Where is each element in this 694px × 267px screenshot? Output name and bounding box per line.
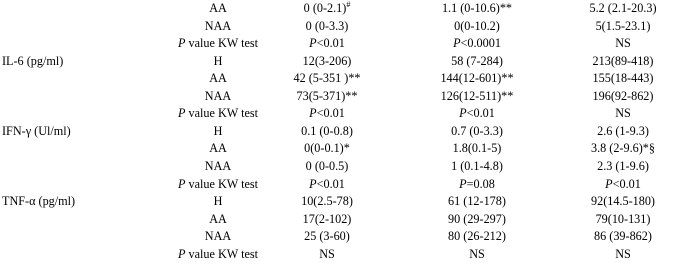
- table-row: [0, 211, 694, 227]
- group-text: AA: [209, 1, 227, 15]
- value-col-3: [552, 176, 694, 192]
- p-symbol: P: [309, 106, 317, 121]
- cell-value: 12(3-206): [302, 53, 352, 68]
- value-col-1: [253, 228, 401, 244]
- cell-value: 144(12-601)**: [440, 71, 514, 86]
- value-col-2: [403, 158, 551, 174]
- table-row: [0, 140, 694, 156]
- footnote-mark: #: [346, 0, 351, 9]
- group-italic-symbol: P: [178, 36, 186, 51]
- cell-value: 196(92-862): [592, 88, 654, 103]
- cell-value: 61 (12-178): [448, 194, 506, 209]
- group-text: H: [213, 194, 223, 209]
- table-row: [0, 246, 694, 262]
- cell-value: 5.2 (2.1-20.3): [589, 1, 657, 15]
- cell-value: 79(10-131): [595, 211, 651, 226]
- value-col-3: [552, 193, 694, 209]
- group-text: value KW test: [185, 246, 258, 261]
- group-text: value KW test: [185, 106, 258, 121]
- value-col-3: [552, 123, 694, 139]
- parameter-label: TNF-α (pg/ml): [2, 194, 76, 209]
- value-col-1: [253, 70, 401, 86]
- value-col-3: [552, 70, 694, 86]
- value-col-1: [253, 158, 401, 174]
- value-col-3: [552, 211, 694, 227]
- value-col-3: [552, 246, 694, 262]
- value-col-1: [253, 140, 401, 156]
- cell-value: 58 (7-284): [451, 53, 503, 68]
- p-value-text: =0.08: [466, 176, 495, 191]
- cell-value: NS: [319, 246, 335, 261]
- value-col-1: [253, 18, 401, 34]
- value-col-1: [253, 246, 401, 262]
- group-text: NAA: [204, 88, 232, 103]
- value-col-2: [403, 193, 551, 209]
- value-col-2: [403, 228, 551, 244]
- cell-value: 155(18-443): [592, 71, 654, 86]
- cell-value: 1.1 (0-10.6)**: [441, 1, 513, 15]
- value-col-3: [552, 140, 694, 156]
- value-col-2: [403, 70, 551, 86]
- cell-value: 3.8 (2-9.6)*§: [591, 141, 655, 156]
- value-col-2: [403, 35, 551, 51]
- cell-value: NS: [469, 246, 485, 261]
- p-value-text: <0.01: [316, 36, 345, 51]
- table-row: [0, 18, 694, 34]
- value-col-1: [253, 105, 401, 121]
- value-col-2: [403, 0, 551, 16]
- p-symbol: P: [459, 176, 467, 191]
- group-text: AA: [209, 211, 227, 226]
- value-col-2: [403, 18, 551, 34]
- value-col-2: [403, 246, 551, 262]
- cell-value: 213(89-418): [592, 53, 654, 68]
- value-col-3: [552, 35, 694, 51]
- group-text: value KW test: [185, 36, 258, 51]
- group-text: NAA: [204, 229, 232, 244]
- group-text: NAA: [204, 18, 232, 33]
- value-col-1: [253, 193, 401, 209]
- value-col-1: [253, 123, 401, 139]
- table-row: [0, 176, 694, 192]
- cell-value: 0(0-10.2): [454, 18, 500, 33]
- cell-value: NS: [615, 246, 631, 261]
- value-col-3: [552, 228, 694, 244]
- cell-value: 90 (29-297): [448, 211, 506, 226]
- table-row: [0, 123, 694, 139]
- cell-value: 2.6 (1-9.3): [597, 123, 649, 138]
- table-row: [0, 228, 694, 244]
- group-text: value KW test: [185, 176, 258, 191]
- p-symbol: P: [309, 176, 317, 191]
- group-text: NAA: [204, 158, 232, 173]
- group-italic-symbol: P: [178, 246, 186, 261]
- cell-value: NS: [615, 106, 631, 121]
- p-symbol: P: [453, 36, 461, 51]
- value-col-1: [253, 211, 401, 227]
- cell-value: 0 (0-3.3): [305, 18, 349, 33]
- cell-value: 42 (5-351 )**: [293, 71, 361, 86]
- value-col-2: [403, 105, 551, 121]
- cell-value: 25 (3-60): [304, 229, 350, 244]
- table-row: [0, 53, 694, 69]
- p-value-text: <0.0001: [460, 36, 501, 51]
- cell-value: 0.7 (0-3.3): [451, 123, 503, 138]
- cell-value: 86 (39-862): [594, 229, 652, 244]
- value-col-1: [253, 88, 401, 104]
- value-col-1: [253, 0, 401, 16]
- table-row: [0, 158, 694, 174]
- group-italic-symbol: P: [178, 106, 186, 121]
- group-text: H: [213, 53, 223, 68]
- cell-value: 10(2.5-78): [301, 194, 353, 209]
- cell-value: 80 (26-212): [448, 229, 506, 244]
- cell-value: 0 (0-0.5): [305, 158, 349, 173]
- cell-value: 1.8(0.1-5): [452, 141, 502, 156]
- value-col-3: [552, 158, 694, 174]
- cell-value: 92(14.5-180): [591, 194, 655, 209]
- table-row: [0, 35, 694, 51]
- group-text: AA: [209, 141, 227, 156]
- p-symbol: P: [459, 106, 467, 121]
- cell-value: 0.1 (0-0.8): [301, 123, 353, 138]
- p-value-text: <0.01: [466, 106, 495, 121]
- table-row: [0, 70, 694, 86]
- table-row: [0, 0, 694, 16]
- cell-value: NS: [615, 36, 631, 51]
- value-col-2: [403, 88, 551, 104]
- group-text: H: [213, 123, 223, 138]
- cell-value: 0 (0-2.1): [303, 1, 347, 15]
- parameter-label: IFN-γ (Ul/ml): [2, 123, 71, 138]
- value-col-1: [253, 35, 401, 51]
- value-col-2: [403, 211, 551, 227]
- value-col-1: [253, 176, 401, 192]
- p-value-text: <0.01: [316, 106, 345, 121]
- p-value-text: <0.01: [316, 176, 345, 191]
- group-text: AA: [209, 71, 227, 86]
- cell-value: 73(5-371)**: [296, 88, 358, 103]
- value-col-3: [552, 88, 694, 104]
- value-col-2: [403, 53, 551, 69]
- value-col-3: [552, 105, 694, 121]
- value-col-1: [253, 53, 401, 69]
- value-col-3: [552, 0, 694, 16]
- table-row: [0, 105, 694, 121]
- cell-value: 2.3 (1-9.6): [597, 158, 649, 173]
- cell-value: 0(0-0.1)*: [304, 141, 350, 156]
- cell-value: 126(12-511)**: [440, 88, 514, 103]
- p-symbol: P: [309, 36, 317, 51]
- value-col-3: [552, 53, 694, 69]
- parameter-label: IL-6 (pg/ml): [2, 53, 64, 68]
- cell-value: 5(1.5-23.1): [595, 18, 651, 33]
- value-col-2: [403, 123, 551, 139]
- group-italic-symbol: P: [178, 176, 186, 191]
- cell-value: 1 (0.1-4.8): [451, 158, 503, 173]
- value-col-3: [552, 18, 694, 34]
- cell-value: 17(2-102): [302, 211, 352, 226]
- value-col-2: [403, 140, 551, 156]
- table-row: [0, 193, 694, 209]
- table-row: [0, 88, 694, 104]
- p-symbol: P: [605, 176, 613, 191]
- value-col-2: [403, 176, 551, 192]
- p-value-text: <0.01: [612, 176, 641, 191]
